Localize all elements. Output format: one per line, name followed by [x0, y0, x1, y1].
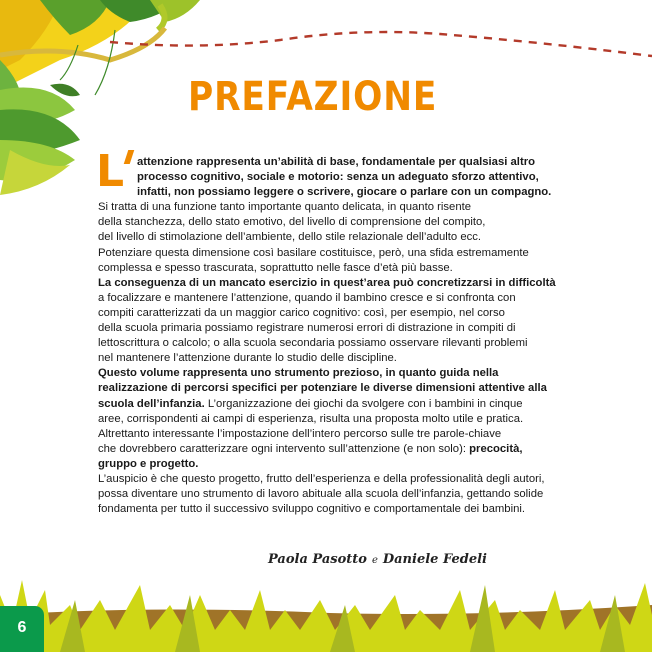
text-line: possa diventare uno strumento di lavoro abituale alla scuola dell’infanzia, gettando solide — [98, 488, 544, 501]
text-line: complessa e spesso trascurata, soprattutto nelle fasce d’età più basse. — [98, 261, 453, 274]
author-name: Paola Pasotto — [268, 552, 367, 567]
text-bold: precocità, — [469, 442, 523, 455]
signature-separator: e — [371, 555, 378, 566]
text-line: infatti, non possiamo leggere o scrivere, giocare o parlare con un compagno. — [137, 186, 552, 199]
text-line: a focalizzare e mantenere l’attenzione, quando il bambino cresce e si confronta con — [98, 291, 516, 304]
text-line: Si tratta di una funzione tanto importante quanto delicata, in quanto risente — [98, 201, 472, 214]
page-title: PREFAZIONE — [188, 74, 438, 120]
text-line: L’auspicio è che questo progetto, frutto dell’esperienza e della professionalità degli autori, — [98, 472, 545, 485]
text-line: nel mantenere l’attenzione durante lo studio delle discipline. — [98, 352, 397, 365]
text-line: La conseguenza di un mancato esercizio in quest’area può concretizzarsi in difficoltà — [98, 276, 556, 289]
page-number-badge: 6 — [0, 606, 44, 652]
text-line: compiti caratterizzati da un maggior carico cognitivo: così, per esempio, nel corso — [98, 306, 505, 319]
grass-illustration — [0, 575, 652, 652]
dashed-path-decoration — [0, 0, 652, 70]
text-regular: che dovrebbero caratterizzare ogni intervento sull’attenzione (e non solo): — [98, 442, 470, 455]
text-line: della scuola primaria possiamo registrare numerosi errori di distrazione in compiti di — [98, 322, 516, 335]
text-line — [98, 442, 568, 457]
text-line: del livello di stimolazione dell’ambiente, dello stile relazionale dell’adulto ecc. — [98, 231, 482, 244]
preface-body — [98, 155, 568, 517]
text-line: processo cognitivo, sociale e motorio: senza un adeguato sforzo attentivo, — [137, 171, 539, 184]
text-line — [98, 397, 568, 412]
text-line: attenzione rappresenta un’abilità di base, fondamentale per qualsiasi altro — [137, 156, 536, 168]
text-line: lettoscrittura o calcolo; o alla scuola secondaria possiamo osservare rilevanti problemi — [98, 337, 528, 350]
text-line: gruppo e progetto. — [98, 457, 199, 470]
drop-cap: L — [96, 146, 125, 197]
text-bold: scuola dell’infanzia. — [98, 397, 205, 410]
text-line: aree, corrispondenti ai campi di esperienza, risulta una proposta molto utile e pratica. — [98, 412, 524, 425]
text-regular: L’organizzazione dei giochi da svolgere con i bambini in cinque — [204, 397, 523, 410]
text-line: Potenziare questa dimensione così basilare costituisce, però, una sfida estremamente — [98, 246, 529, 259]
text-line: della stanchezza, dello stato emotivo, del livello di comprensione del compito, — [98, 216, 486, 229]
text-line: realizzazione di percorsi specifici per potenziare le diverse dimensioni attentive alla — [98, 382, 547, 395]
text-line: fondamenta per tutto il successivo sviluppo cognitivo e comportamentale dei bambini. — [98, 503, 526, 516]
author-signature — [268, 552, 487, 567]
text-line: Altrettanto interessante l’impostazione dell’intero percorso sulle tre parole-chiave — [98, 427, 502, 440]
author-name: Daniele Fedeli — [382, 552, 487, 567]
text-line: Questo volume rappresenta uno strumento prezioso, in quanto guida nella — [98, 367, 499, 380]
